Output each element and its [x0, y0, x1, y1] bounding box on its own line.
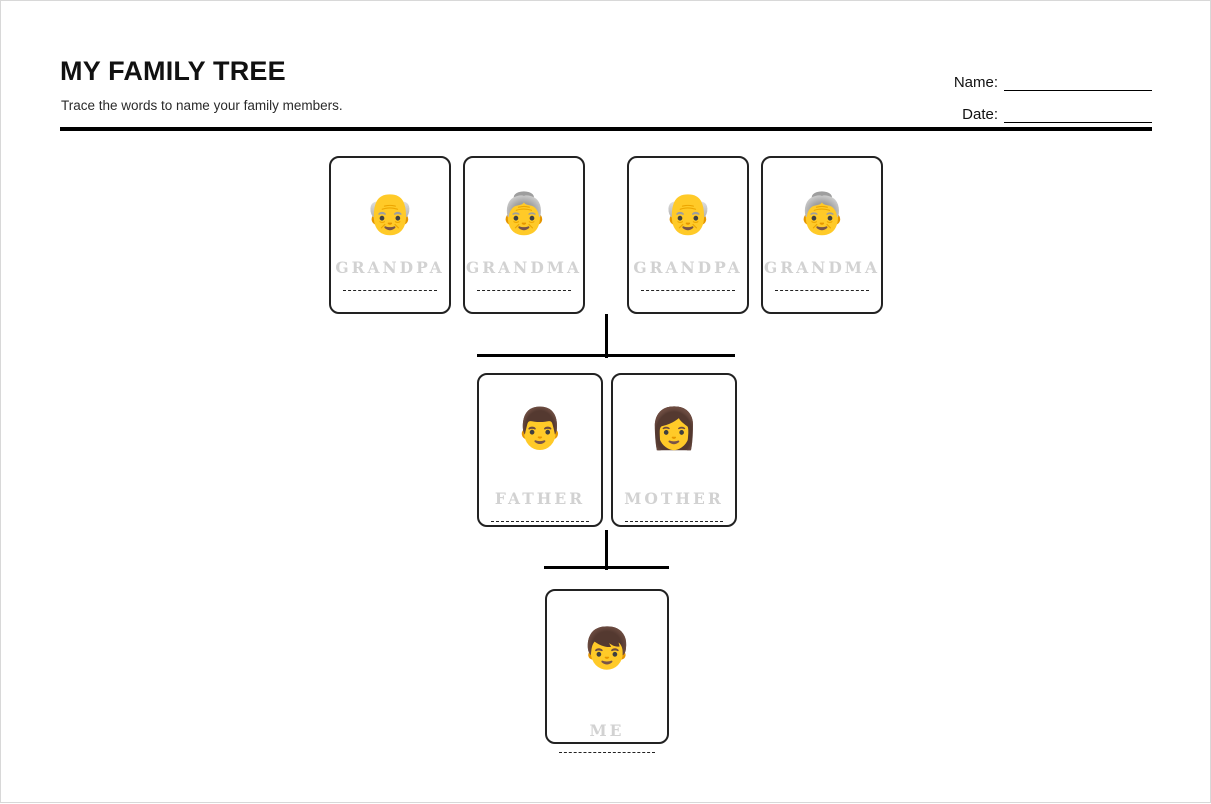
trace-line-father[interactable]: [491, 521, 589, 522]
older-man-face-icon: 👴: [663, 192, 713, 236]
trace-line-grandma-maternal[interactable]: [775, 290, 869, 291]
child-face-icon: 👦: [582, 627, 632, 671]
connector-horizontal-lower: [544, 566, 669, 569]
trace-line-grandpa-maternal[interactable]: [641, 290, 735, 291]
older-man-face-icon: 👴: [365, 192, 415, 236]
card-me[interactable]: [545, 589, 669, 744]
page-subtitle: Trace the words to name your family members.: [61, 98, 343, 113]
older-woman-face-icon: 👵: [797, 192, 847, 236]
man-face-icon: 👨: [515, 407, 565, 451]
connector-vertical-lower: [605, 530, 608, 570]
trace-word-me: ME: [589, 721, 625, 740]
card-mother[interactable]: [611, 373, 737, 527]
trace-word-mother: MOTHER: [624, 489, 724, 508]
family-tree: [1, 1, 1211, 804]
page-title: MY FAMILY TREE: [60, 56, 286, 86]
older-woman-face-icon: 👵: [499, 192, 549, 236]
trace-line-mother[interactable]: [625, 521, 723, 522]
card-grandpa-maternal[interactable]: [627, 156, 749, 314]
trace-word-grandpa-maternal: GRANDPA: [633, 258, 743, 277]
date-label: Date:: [962, 106, 998, 123]
card-grandma-paternal[interactable]: [463, 156, 585, 314]
card-grandpa-paternal[interactable]: [329, 156, 451, 314]
trace-word-grandma-paternal: GRANDMA: [466, 258, 582, 277]
card-father[interactable]: [477, 373, 603, 527]
trace-line-grandma-paternal[interactable]: [477, 290, 571, 291]
trace-line-grandpa-paternal[interactable]: [343, 290, 437, 291]
trace-line-me[interactable]: [559, 752, 655, 753]
trace-word-grandpa-paternal: GRANDPA: [335, 258, 445, 277]
woman-face-icon: 👩: [649, 407, 699, 451]
card-grandma-maternal[interactable]: [761, 156, 883, 314]
connector-horizontal-upper: [477, 354, 735, 357]
connector-vertical-upper: [605, 314, 608, 358]
trace-word-grandma-maternal: GRANDMA: [764, 258, 880, 277]
trace-word-father: FATHER: [494, 489, 586, 508]
name-label: Name:: [953, 74, 998, 91]
